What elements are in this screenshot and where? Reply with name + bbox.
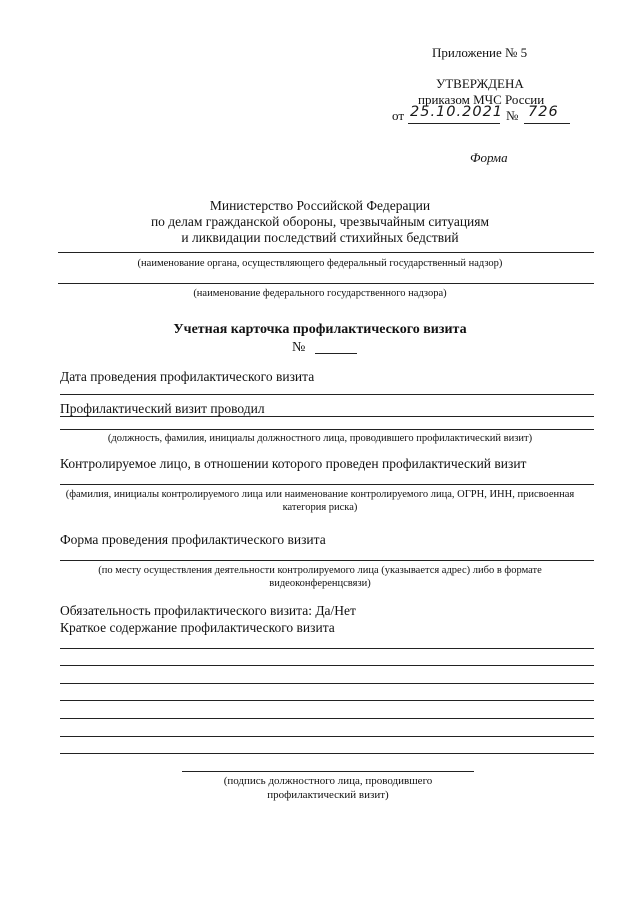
controlled-person-caption-1: (фамилия, инициалы контролируемого лица или наименование контролируемого лица, ОГРН, ИНН, присвоенная <box>65 489 575 500</box>
signature-caption-2: профилактический визит) <box>267 789 389 801</box>
appendix-label: Приложение № 5 <box>432 45 528 60</box>
visit-form-caption-1: (по месту осуществления деятельности контролируемого лица (указывается адрес) либо в формате <box>98 565 542 576</box>
visit-form-line <box>60 560 594 561</box>
official-caption: (должность, фамилия, инициалы должностного лица, проводившего профилактический визит) <box>107 433 533 444</box>
visit-date-line <box>60 394 594 395</box>
organ-name-line <box>58 252 594 253</box>
conducted-by-line-1 <box>60 416 594 417</box>
order-number-line <box>524 123 570 124</box>
form-label: Форма <box>470 150 508 165</box>
organ-name-caption: (наименование органа, осуществляющего федеральный государственный надзор) <box>137 258 503 269</box>
ministry-line-1: Министерство Российской Федерации <box>209 198 431 213</box>
controlled-person-line <box>60 484 594 485</box>
controlled-person-caption-2: категория риска) <box>282 502 358 513</box>
summary-line-2 <box>60 665 594 666</box>
summary-line-6 <box>60 736 594 737</box>
supervision-name-caption: (наименование федерального государственного надзора) <box>193 288 447 299</box>
card-number-sign: № <box>292 340 306 355</box>
signature-line <box>182 771 474 772</box>
date-prefix: от <box>392 108 405 123</box>
approved-label: УТВЕРЖДЕНА <box>436 76 524 91</box>
summary-line-5 <box>60 718 594 719</box>
card-number-line <box>315 353 357 354</box>
summary-line-3 <box>60 683 594 684</box>
order-date-line <box>408 123 500 124</box>
signature-caption-1: (подпись должностного лица, проводившего <box>223 775 433 787</box>
conducted-by-line-2 <box>60 429 594 430</box>
conducted-by-label: Профилактический визит проводил <box>60 401 265 416</box>
supervision-name-line <box>58 283 594 284</box>
card-title: Учетная карточка профилактического визита <box>173 322 467 337</box>
ministry-line-3: и ликвидации последствий стихийных бедствий <box>181 230 459 245</box>
order-number-handwritten: 726 <box>528 104 559 120</box>
summary-line-1 <box>60 648 594 649</box>
visit-date-label: Дата проведения профилактического визита <box>60 369 315 384</box>
order-date-handwritten: 25.10.2021 <box>410 104 504 120</box>
summary-line-4 <box>60 700 594 701</box>
summary-label: Краткое содержание профилактического визита <box>60 620 335 635</box>
order-by-label: приказом МЧС России <box>418 92 545 107</box>
order-number-sign: № <box>506 108 519 123</box>
summary-line-7 <box>60 753 594 754</box>
mandatory-label: Обязательность профилактического визита: Да/Нет <box>60 603 356 618</box>
controlled-person-label: Контролируемое лицо, в отношении которого проведен профилактический визит <box>60 456 527 471</box>
visit-form-label: Форма проведения профилактического визита <box>60 532 326 547</box>
ministry-line-2: по делам гражданской обороны, чрезвычайным ситуациям <box>150 214 490 229</box>
visit-form-caption-2: видеоконференцсвязи) <box>269 578 371 589</box>
